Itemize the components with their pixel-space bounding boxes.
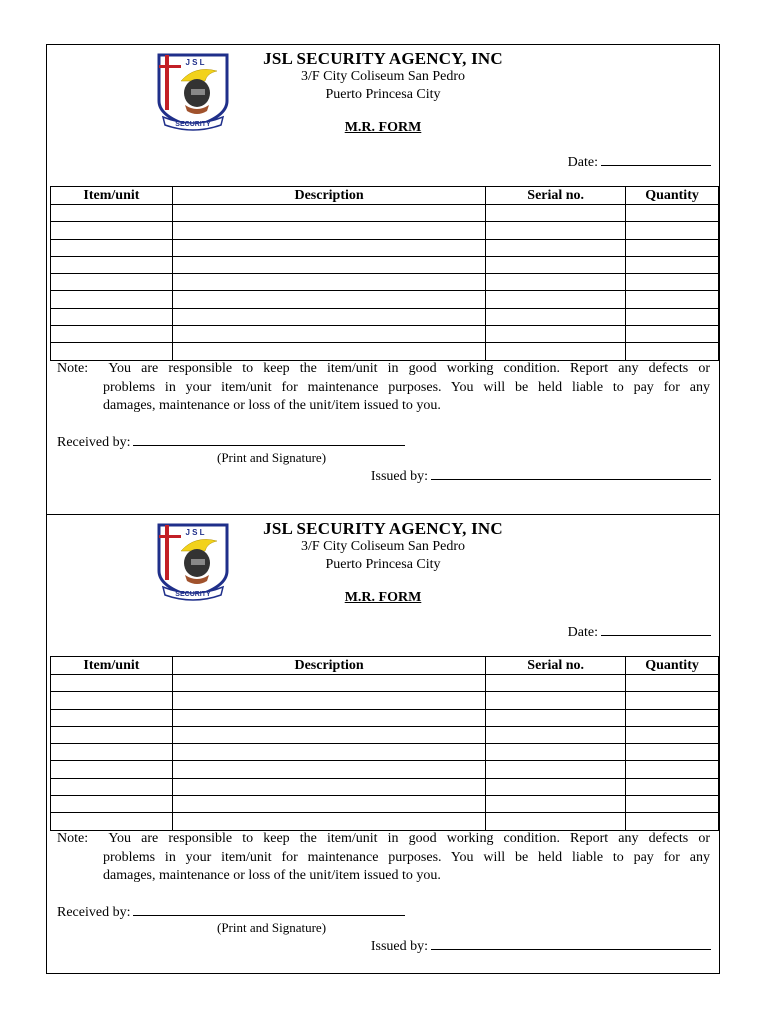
column-header: Quantity bbox=[626, 657, 719, 675]
items-table bbox=[50, 186, 719, 361]
table-row[interactable] bbox=[51, 813, 719, 830]
print-signature-label: (Print and Signature) bbox=[217, 450, 327, 465]
column-header: Item/unit bbox=[51, 187, 173, 205]
table-header-row bbox=[51, 187, 719, 205]
table-row[interactable] bbox=[51, 726, 719, 743]
note-text: Note: You are responsible to keep the item/unit in good working condition. Report any defects or problems in your item/unit for maintenance purposes. You will be held liable to pay for any damages, maintenance or loss of the unit/item issued to you. bbox=[57, 831, 711, 883]
column-header: Quantity bbox=[626, 187, 719, 205]
issued-by-field: Issued by: bbox=[371, 467, 711, 485]
table-row[interactable] bbox=[51, 796, 719, 813]
table-row[interactable] bbox=[51, 291, 719, 308]
table-row[interactable] bbox=[51, 205, 719, 222]
table-row[interactable] bbox=[51, 222, 719, 239]
company-name: JSL SECURITY AGENCY, INC bbox=[263, 49, 503, 68]
issued-by-blank[interactable] bbox=[431, 467, 711, 480]
logo-ribbon-text: SECURITY bbox=[175, 121, 211, 128]
table-row[interactable] bbox=[51, 308, 719, 325]
table-header-row bbox=[51, 657, 719, 675]
received-by-blank[interactable] bbox=[133, 433, 405, 446]
column-header: Description bbox=[172, 187, 485, 205]
table-row[interactable] bbox=[51, 778, 719, 795]
date-blank[interactable] bbox=[601, 623, 711, 636]
date-field: Date: bbox=[568, 623, 711, 641]
table-row[interactable] bbox=[51, 761, 719, 778]
date-field: Date: bbox=[568, 153, 711, 171]
received-by-field: Received by: bbox=[57, 903, 405, 921]
logo-ribbon-text: SECURITY bbox=[175, 591, 211, 598]
table-row[interactable] bbox=[51, 256, 719, 273]
address-line-2: Puerto Princesa City bbox=[325, 87, 441, 102]
table-row[interactable] bbox=[51, 675, 719, 692]
form-title: M.R. FORM bbox=[344, 590, 422, 605]
received-by-blank[interactable] bbox=[133, 903, 405, 916]
table-row[interactable] bbox=[51, 326, 719, 343]
table-row[interactable] bbox=[51, 274, 719, 291]
company-name: JSL SECURITY AGENCY, INC bbox=[263, 519, 503, 538]
received-by-field: Received by: bbox=[57, 433, 405, 451]
table-row[interactable] bbox=[51, 239, 719, 256]
table-row[interactable] bbox=[51, 744, 719, 761]
form-title: M.R. FORM bbox=[344, 120, 422, 135]
address-line-2: Puerto Princesa City bbox=[325, 557, 441, 572]
table-row[interactable] bbox=[51, 709, 719, 726]
issued-by-blank[interactable] bbox=[431, 937, 711, 950]
column-header: Item/unit bbox=[51, 657, 173, 675]
logo-top-text: J S L bbox=[185, 58, 205, 67]
column-header: Serial no. bbox=[486, 657, 626, 675]
date-blank[interactable] bbox=[601, 153, 711, 166]
mr-form-bottom bbox=[46, 514, 720, 974]
column-header: Serial no. bbox=[486, 187, 626, 205]
column-header: Description bbox=[172, 657, 485, 675]
print-signature-label: (Print and Signature) bbox=[217, 920, 327, 935]
logo-top-text: J S L bbox=[185, 528, 205, 537]
table-row[interactable] bbox=[51, 343, 719, 360]
mr-form-top bbox=[46, 44, 720, 515]
note-text: Note: You are responsible to keep the item/unit in good working condition. Report any defects or problems in your item/unit for maintenance purposes. You will be held liable to pay for any damages, maintenance or loss of the unit/item issued to you. bbox=[57, 361, 711, 413]
items-table bbox=[50, 656, 719, 831]
address-line-1: 3/F City Coliseum San Pedro bbox=[300, 539, 466, 554]
table-row[interactable] bbox=[51, 692, 719, 709]
issued-by-field: Issued by: bbox=[371, 937, 711, 955]
address-line-1: 3/F City Coliseum San Pedro bbox=[300, 69, 466, 84]
